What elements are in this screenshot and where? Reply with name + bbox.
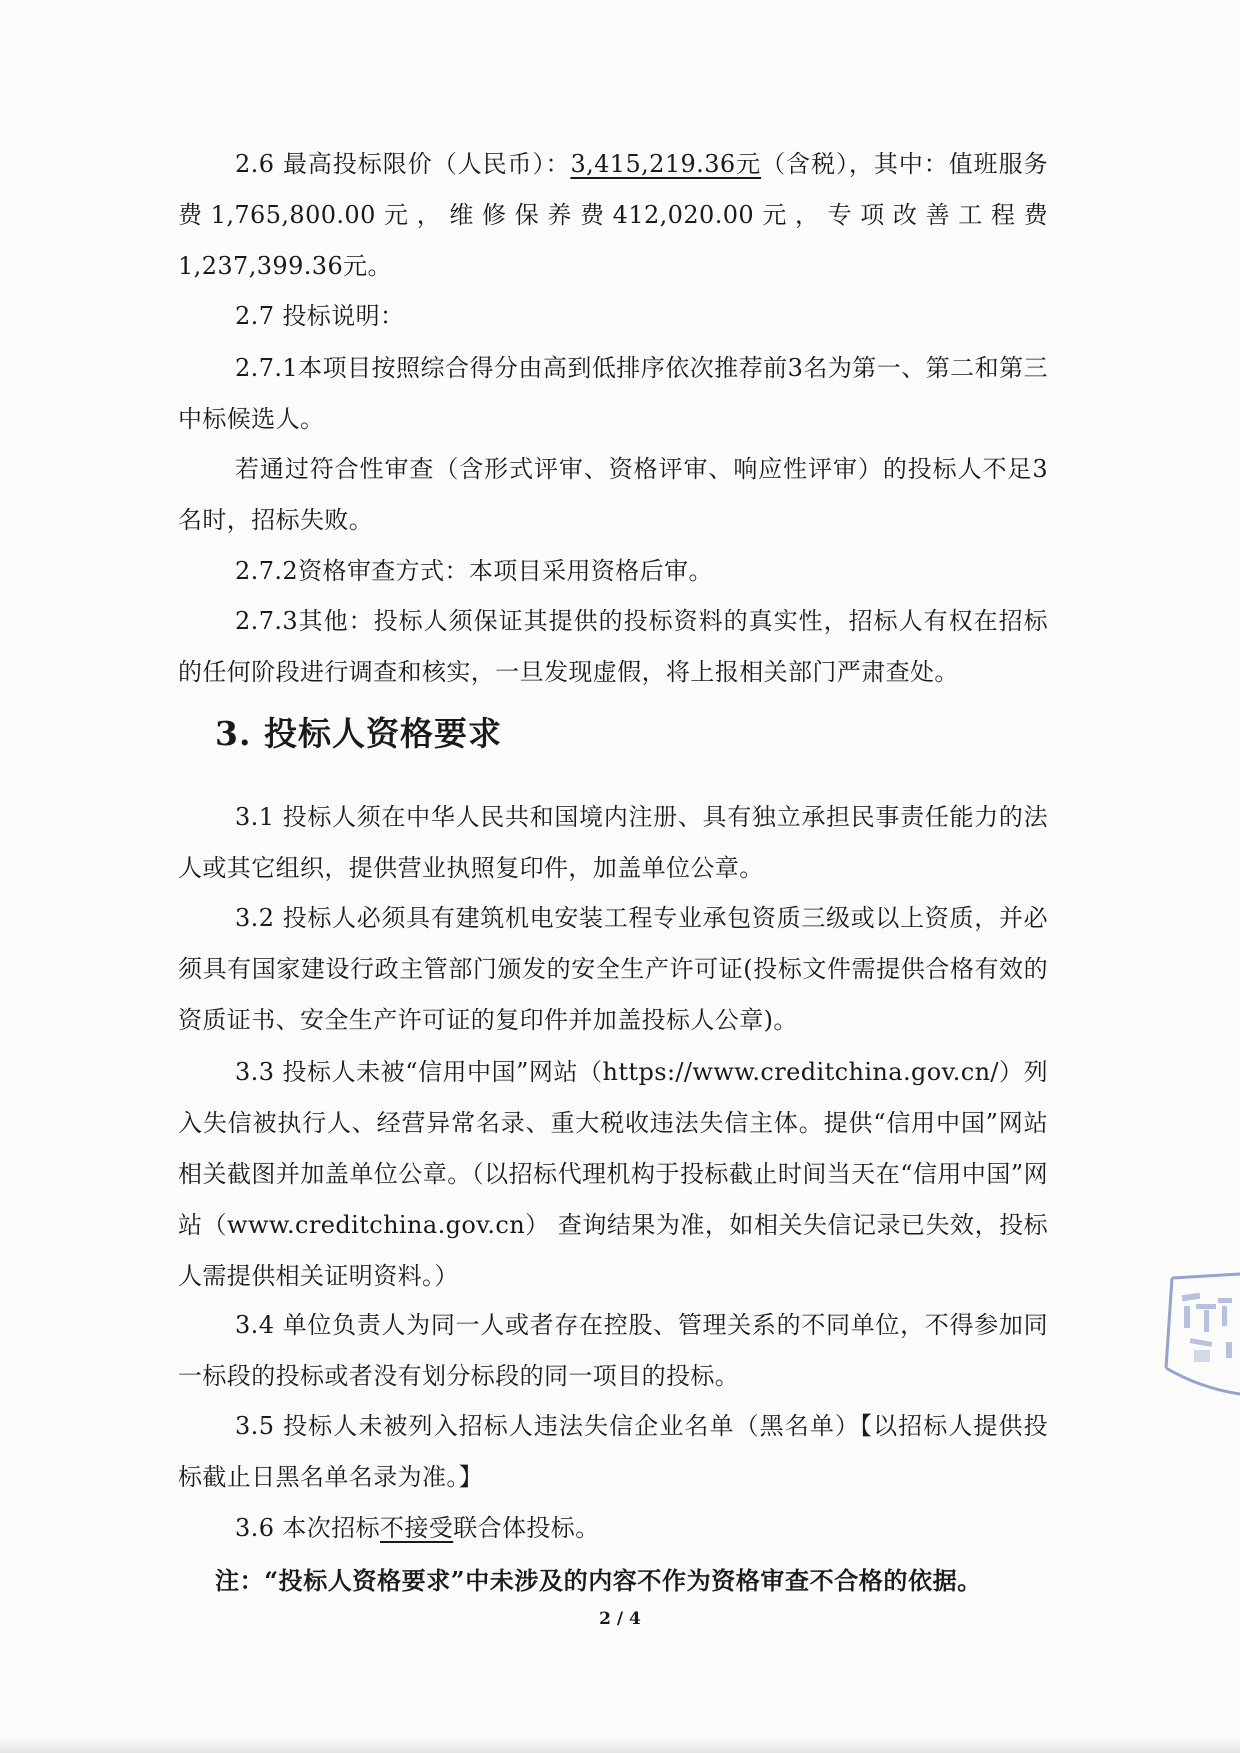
page-number: 2 / 4 [599,1609,641,1629]
not-accepted-text: 不接受 [380,1514,454,1542]
section-heading: 3. 投标人资格要求 [215,714,502,753]
paragraph-3-1: 3.1 投标人须在中华人民共和国境内注册、具有独立承担民事责任能力的法人或其它组织，提供营业执照复印件，加盖单位公章。 [178,803,1048,882]
paragraph-3-5: 3.5 投标人未被列入招标人违法失信企业名单（黑名单）【以招标人提供投标截止日黑名单名录为准。】 [178,1412,1048,1491]
paragraph-3-2: 3.2 投标人必须具有建筑机电安装工程专业承包资质三级或以上资质，并必须具有国家建设行政主管部门颁发的安全生产许可证(投标文件需提供合格有效的资质证书、安全生产许可证的复印件并加盖投标人公章)。 [178,904,1048,1034]
paragraph-2-7-3: 2.7.3其他：投标人须保证其提供的投标资料的真实性，招标人有权在招标的任何阶段进行调查和核实，一旦发现虚假，将上报相关部门严肃查处。 [178,607,1048,686]
paragraph-3-6-pre: 3.6 本次招标 [235,1514,380,1542]
paragraph-2-7-1: 2.7.1本项目按照综合得分由高到低排序依次推荐前3名为第一、第二和第三中标候选人。 [178,354,1048,433]
paragraph-3-3: 3.3 投标人未被“信用中国”网站（https://www.creditchina.gov.cn/）列入失信被执行人、经营异常名录、重大税收违法失信主体。提供“信用中国”网站相关截图并加盖单位公章。（以招标代理机构于投标截止时间当天在“信用中国”网站（www.creditchina.gov.cn） 查询结果为准，如相关失信记录已失效，投标人需提供相关证明资料。） [178,1058,1048,1290]
max-bid-price-amount: 3,415,219.36元 [570,150,762,178]
paragraph-3-6 [178,1503,1048,1554]
paragraph-3-6-post: 联合体投标。 [453,1514,600,1542]
paragraph-2-7-2: 2.7.2资格审查方式：本项目采用资格后审。 [235,557,713,585]
paragraph-2-7: 2.7 投标说明： [235,302,405,330]
qualification-note: 注：“投标人资格要求”中未涉及的内容不作为资格审查不合格的依据。 [215,1566,982,1595]
paragraph-2-6 [178,139,1048,292]
paragraph-2-6-pre: 2.6 最高投标限价（人民币）： [235,150,571,178]
paragraph-3-4: 3.4 单位负责人为同一人或者存在控股、管理关系的不同单位，不得参加同一标段的投标或者没有划分标段的同一项目的投标。 [178,1311,1048,1390]
paragraph-2-6-post: （含税），其中：值班服务费1,765,800.00元，维修保养费412,020.00元，专项改善工程费1,237,399.36元。 [178,150,1048,280]
seal-stamp-icon [1160,1270,1240,1400]
paragraph-2-7-1-failure: 若通过符合性审查（含形式评审、资格评审、响应性评审）的投标人不足3名时，招标失败。 [178,455,1048,534]
scan-bottom-edge [0,1738,1240,1753]
